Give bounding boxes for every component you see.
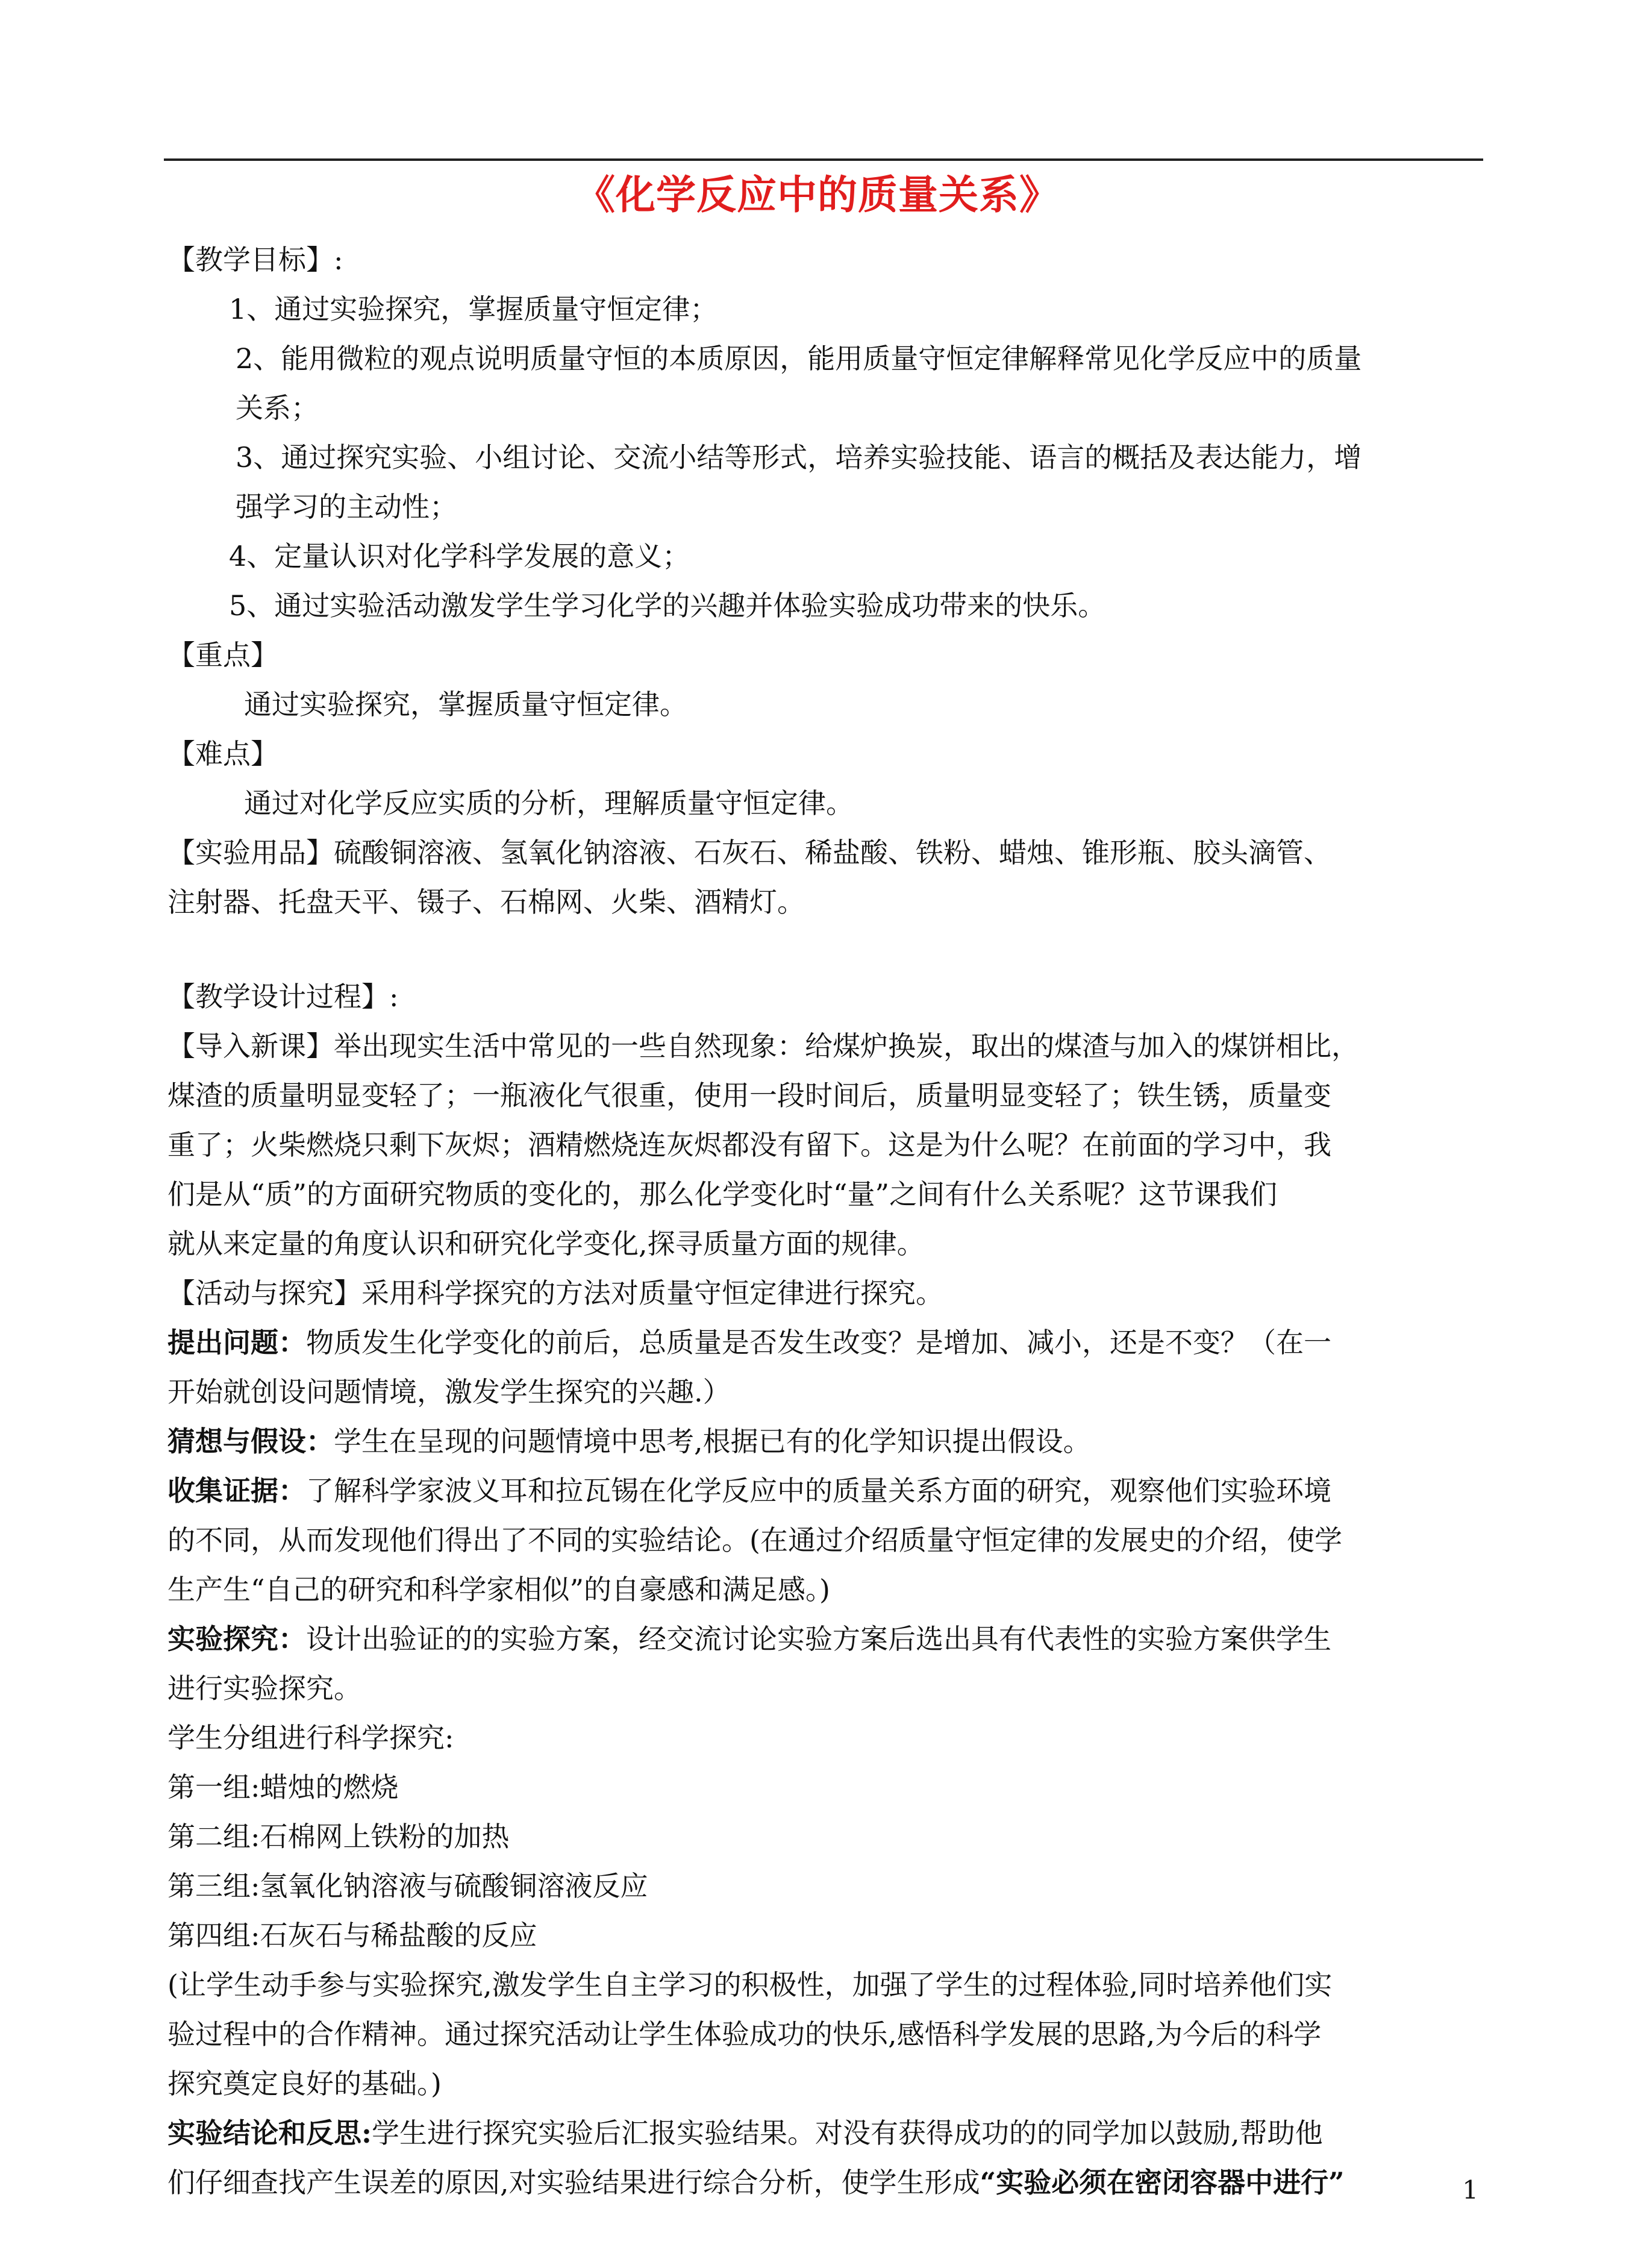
document-body [167,235,1487,2207]
page-number: 1 [1462,2175,1478,2205]
objective-item-3: 3、通过探究实验、小组讨论、交流小结等形式，培养实验技能、语言的概括及表达能力，增 [236,441,1362,474]
hypothesis-label: 猜想与假设： [167,1425,334,1458]
objective-item-1: 1、通过实验探究，掌握质量守恒定律； [229,293,718,325]
conclusion-line-1 [167,2108,1487,2158]
materials-line-1: 【实验用品】硫酸铜溶液、氢氧化钠溶液、石灰石、稀盐酸、铁粉、蜡烛、锥形瓶、胶头滴管、 [167,836,1331,869]
conclusion-emphasis: “实验必须在密闭容器中进行” [980,2166,1345,2199]
objective-item-2: 2、能用微粒的观点说明质量守恒的本质原因，能用质量守恒定律解释常见化学反应中的质量 [236,342,1362,375]
objectives-heading: 【教学目标】: [167,243,343,276]
group-item-2: 第二组:石棉网上铁粉的加热 [167,1820,510,1853]
header-rule [164,158,1483,161]
objective-item-2-cont: 关系； [236,392,319,424]
experiment-line-2: 进行实验探究。 [167,1672,361,1705]
materials-line-2: 注射器、托盘天平、镊子、石棉网、火柴、酒精灯。 [167,886,805,918]
conclusion-text-1: 学生进行探究实验后汇报实验结果。对没有获得成功的的同学加以鼓励,帮助他 [371,2117,1323,2149]
question-line-2: 开始就创设问题情境，激发学生探究的兴趣.） [167,1376,731,1408]
objective-item-4: 4、定量认识对化学科学发展的意义； [229,540,690,572]
group-item-1: 第一组:蜡烛的燃烧 [167,1771,399,1803]
evidence-label: 收集证据： [167,1474,306,1507]
question-line-1 [167,1318,1487,1367]
group-item-3: 第三组:氢氧化钠溶液与硫酸铜溶液反应 [167,1870,648,1902]
groups-note-line-1: (让学生动手参与实验探究,激发学生自主学习的积极性，加强了学生的过程体验,同时培养他们实 [167,1969,1333,2001]
difficulty-heading: 【难点】 [167,738,278,770]
intro-line-3: 重了；火柴燃烧只剩下灰烬；酒精燃烧连灰烬都没有留下。这是为什么呢？在前面的学习中，我 [167,1129,1331,1161]
activity-line: 【活动与探究】采用科学探究的方法对质量守恒定律进行探究。 [167,1277,943,1309]
intro-line-1: 【导入新课】举出现实生活中常见的一些自然现象：给煤炉换炭，取出的煤渣与加入的煤饼相比， [167,1030,1359,1062]
question-label: 提出问题： [167,1326,306,1359]
groups-note-line-2: 验过程中的合作精神。通过探究活动让学生体验成功的快乐,感悟科学发展的思路,为今后的科学 [167,2018,1322,2050]
key-point-text: 通过实验探究，掌握质量守恒定律。 [244,688,687,721]
difficulty-text: 通过对化学反应实质的分析，理解质量守恒定律。 [244,787,854,819]
intro-line-4: 们是从“质”的方面研究物质的变化的，那么化学变化时“量”之间有什么关系呢？这节课我们 [167,1178,1278,1211]
groups-intro: 学生分组进行科学探究: [167,1721,454,1754]
design-heading: 【教学设计过程】: [167,980,399,1013]
document-title: 《化学反应中的质量关系》 [575,171,1060,218]
experiment-text-1: 设计出验证的的实验方案，经交流讨论实验方案后选出具有代表性的实验方案供学生 [306,1623,1331,1655]
objective-item-3-cont: 强学习的主动性； [236,490,457,523]
hypothesis-text: 学生在呈现的问题情境中思考,根据已有的化学知识提出假设。 [334,1425,1091,1458]
intro-line-5: 就从来定量的角度认识和研究化学变化,探寻质量方面的规律。 [167,1227,925,1260]
experiment-line-1 [167,1614,1487,1664]
groups-note-line-3: 探究奠定良好的基础。) [167,2067,442,2100]
intro-line-2: 煤渣的质量明显变轻了；一瓶液化气很重，使用一段时间后，质量明显变轻了；铁生锈，质量变 [167,1079,1331,1112]
objective-item-5: 5、通过实验活动激发学生学习化学的兴趣并体验实验成功带来的快乐。 [229,589,1106,622]
evidence-line-3: 生产生“自己的研究和科学家相似”的自豪感和满足感。) [167,1573,830,1606]
conclusion-line-2 [167,2158,1487,2207]
question-text-1: 物质发生化学变化的前后，总质量是否发生改变？是增加、减小，还是不变？（在一 [306,1326,1331,1359]
conclusion-label: 实验结论和反思: [167,2117,372,2149]
conclusion-text-2: 们仔细查找产生误差的原因,对实验结果进行综合分析，使学生形成 [167,2166,980,2199]
evidence-text-1: 了解科学家波义耳和拉瓦锡在化学反应中的质量关系方面的研究，观察他们实验环境 [306,1474,1331,1507]
experiment-label: 实验探究： [167,1623,306,1655]
hypothesis-line [167,1417,1487,1466]
evidence-line-1 [167,1466,1487,1515]
group-item-4: 第四组:石灰石与稀盐酸的反应 [167,1919,537,1952]
key-point-heading: 【重点】 [167,639,278,671]
evidence-line-2: 的不同，从而发现他们得出了不同的实验结论。(在通过介绍质量守恒定律的发展史的介绍，使学 [167,1524,1342,1556]
